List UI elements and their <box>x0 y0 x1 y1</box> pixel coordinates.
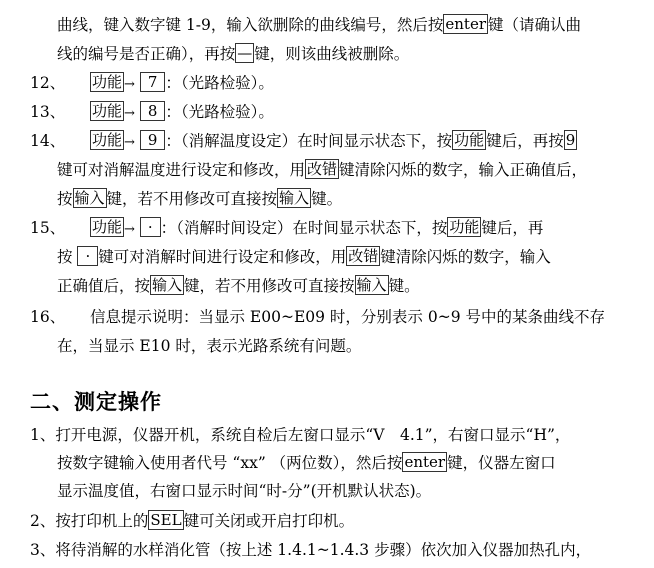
func-key: 功能 <box>92 102 123 120</box>
text: 键后，再按 <box>486 132 564 150</box>
edit-key: 改错 <box>307 160 338 178</box>
item-15-line2 <box>57 246 551 268</box>
func-key: 功能 <box>449 218 480 236</box>
edit-key: 改错 <box>348 247 379 265</box>
text: 信息提示说明：当显示 E00~E09 时，分别表示 0~9 号中的某条曲线不存 <box>90 308 605 326</box>
input-key: 输入 <box>74 189 105 207</box>
text: ：（光路检验）。 <box>165 103 274 121</box>
step-1-line1 <box>30 424 570 446</box>
item-number: 13、 <box>30 103 66 121</box>
seven-key: 7 <box>140 72 166 92</box>
arrow-icon: → <box>124 135 135 150</box>
item-number: 16、 <box>30 308 66 326</box>
text: 键（请确认曲 <box>488 16 582 34</box>
text: ：（消解时间设定）在时间显示状态下，按 <box>160 219 448 237</box>
text: 键清除闪烁的数字，输入正确值后， <box>339 161 588 179</box>
enter-key: enter <box>445 15 487 33</box>
text: 在，当显示 E10 时，表示光路系统有问题。 <box>57 337 362 355</box>
func-key: 功能 <box>92 73 123 91</box>
arrow-icon: → <box>124 77 135 92</box>
func-key: 功能 <box>92 218 123 236</box>
text: 键，则该曲线被删除。 <box>254 45 410 63</box>
item-number: 12、 <box>30 74 66 92</box>
dot-key: · <box>140 217 161 237</box>
text: 2、按打印机上的 <box>30 512 149 530</box>
arrow-icon: → <box>124 222 135 237</box>
item-15-line3 <box>57 275 420 297</box>
text: 按 <box>57 190 73 208</box>
step-3-line1 <box>30 539 591 561</box>
arrow-icon: → <box>124 106 135 121</box>
text: 1、打开电源，仪器开机，系统自检后左窗口显示“V 4.1”，右窗口显示“H”， <box>30 426 571 444</box>
text: 按 <box>57 248 73 266</box>
enter-key: enter <box>404 453 446 471</box>
minus-key: — <box>237 44 253 62</box>
text: 键可关闭或开启打印机。 <box>183 512 355 530</box>
item-14-line3 <box>57 188 342 210</box>
text: 键可对消解时间进行设定和修改，用 <box>98 248 347 266</box>
step-1-line2 <box>57 452 556 474</box>
item-number: 15、 <box>30 219 66 237</box>
text: 曲线，键入数字键 1-9，输入欲删除的曲线编号，然后按 <box>57 16 444 34</box>
text: ：（光路检验）。 <box>165 74 274 92</box>
text: 键，仪器左窗口 <box>447 454 556 472</box>
func-key: 功能 <box>92 131 123 149</box>
text: 键。 <box>388 277 420 295</box>
input-key: 输入 <box>356 276 387 294</box>
section-title: 二、测定操作 <box>30 390 162 414</box>
text: 3、将待消解的水样消化管（按上述 1.4.1~1.4.3 步骤）依次加入仪器加热孔内， <box>30 541 592 559</box>
item-number: 14、 <box>30 132 66 150</box>
text: 键。 <box>311 190 343 208</box>
nine-key: 9 <box>140 130 166 150</box>
nine-key: 9 <box>565 131 576 149</box>
text: ：（消解温度设定）在时间显示状态下，按 <box>165 132 453 150</box>
text: 显示温度值，右窗口显示时间“时-分”(开机默认状态)。 <box>57 482 432 500</box>
text: 键可对消解温度进行设定和修改，用 <box>57 161 306 179</box>
dot-key: · <box>77 246 98 266</box>
text: 键，若不用修改可直接按 <box>106 190 278 208</box>
text: 按数字键输入使用者代号 “xx” （两位数），然后按 <box>57 454 403 472</box>
item-14-line2 <box>57 159 587 181</box>
text: 键后，再 <box>481 219 544 237</box>
item11-line1 <box>57 14 581 36</box>
step-2 <box>30 510 354 532</box>
func-key: 功能 <box>454 131 485 149</box>
item-16-line2 <box>57 335 361 357</box>
input-key: 输入 <box>152 276 183 294</box>
sel-key: SEL <box>150 511 182 529</box>
text: 键清除闪烁的数字，输入 <box>380 248 551 266</box>
eight-key: 8 <box>140 101 166 121</box>
text: 键，若不用修改可直接按 <box>184 277 355 295</box>
item11-line2 <box>57 43 409 65</box>
text: 正确值后，按 <box>57 277 151 295</box>
input-key: 输入 <box>279 189 310 207</box>
step-1-line3 <box>57 480 431 502</box>
text: 线的编号是否正确），再按 <box>57 45 236 63</box>
